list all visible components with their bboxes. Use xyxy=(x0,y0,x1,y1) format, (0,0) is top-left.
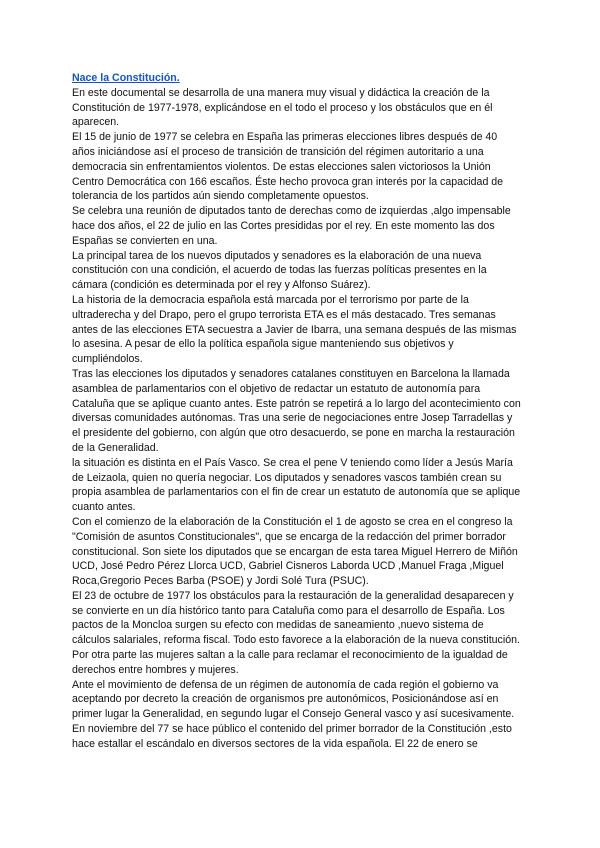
document-title[interactable]: Nace la Constitución. xyxy=(72,72,180,84)
paragraph-11: Ante el movimiento de defensa de un régimen de autonomía de cada región el gobierno va aceptando por decreto la creación de organismos pre autonómicos, Posicionándose así en primer lugar la Generalidad, en segundo lugar el Consejo General vasco y así sucesivamente. xyxy=(72,678,515,721)
paragraph-4: La principal tarea de los nuevos diputados y senadores es la elaboración de una nueva constitución con una condición, el acuerdo de todas las fuerzas políticas presentes en la cámara (condición es determinada por el rey y Alfonso Suárez). xyxy=(72,249,487,292)
paragraph-6: Tras las elecciones los diputados y senadores catalanes constituyen en Barcelona la llamada asamblea de parlamentarios con el objetivo de redactar un estatuto de autonomía para Cataluña que se aplique cuanto antes. Este patrón se repetirá a lo largo del acontecimiento con diversas comunidades autónomas. Tras una serie de negociaciones entre Josep Tarradellas y el presidente del gobierno, con algún que otro desacuerdo, se pone en marcha la restauración de la Generalidad. xyxy=(72,367,521,454)
document-page xyxy=(72,71,522,752)
paragraph-10: Por otra parte las mujeres saltan a la calle para reclamar el reconocimiento de la igualdad de derechos entre hombres y mujeres. xyxy=(72,649,508,676)
paragraph-8: Con el comienzo de la elaboración de la Constitución el 1 de agosto se crea en el congreso la "Comisión de asuntos Constitucionales", que se encarga de la redacción del primer borrador constitucional. Son siete los diputados que se encargan de esta tarea Miguel Herrero de Miñón UCD, José Pedro Pérez Llorca UCD, Gabriel Cisneros Laborda UCD ,Manuel Fraga ,Miguel Roca,Gregorio Peces Barba (PSOE) y Jordi Solé Tura (PSUC). xyxy=(72,515,518,588)
paragraph-9: El 23 de octubre de 1977 los obstáculos para la restauración de la generalidad desaparecen y se convierte en un día histórico tanto para Cataluña como para el desarrollo de España. Los pactos de la Moncloa surgen su efecto con medidas de saneamiento ,nuevo sistema de cálculos salariales, reforma fiscal. Todo esto favorece a la elaboración de la nueva constitución. xyxy=(72,589,520,647)
paragraph-12: En noviembre del 77 se hace público el contenido del primer borrador de la Constitución ,esto hace estallar el escándalo en diversos sectores de la vida española. El 22 de enero se xyxy=(72,723,512,750)
paragraph-7: la situación es distinta en el País Vasco. Se crea el pene V teniendo como líder a Jesús María de Leizaola, quien no quería negociar. Los diputados y senadores vascos también crean su propia asamblea de parlamentarios con el fin de crear un estatuto de autonomía que se aplique cuanto antes. xyxy=(72,456,521,514)
paragraph-1: En este documental se desarrolla de una manera muy visual y didáctica la creación de la Constitución de 1977-1978, explicándose en el todo el proceso y los obstáculos que en él aparecen. xyxy=(72,86,493,129)
paragraph-2: El 15 de junio de 1977 se celebra en España las primeras elecciones libres después de 40 años iniciándose así el proceso de transición de transición del régimen autoritario a una democracia sin enfrentamientos violentos. De estas elecciones salen victoriosos la Unión Centro Democrática con 166 escaños. Éste hecho provoca gran interés por la capacidad de tolerancia de los partidos aún siendo completamente opuestos. xyxy=(72,131,504,203)
paragraph-3: Se celebra una reunión de diputados tanto de derechas como de izquierdas ,algo impensable hace dos años, el 22 de julio en las Cortes presididas por el rey. En este momento las dos Españas se convierten en una. xyxy=(72,205,511,247)
paragraph-5: La historia de la democracia española está marcada por el terrorismo por parte de la ultraderecha y del Drapo, pero el grupo terrorista ETA es el más destacado. Tres semanas antes de las elecciones ETA secuestra a Javier de Ibarra, una semana después de las mismas lo asesina. A pesar de ello la política española sigue manteniendo sus objetivos y cumpliéndolos. xyxy=(72,293,517,366)
